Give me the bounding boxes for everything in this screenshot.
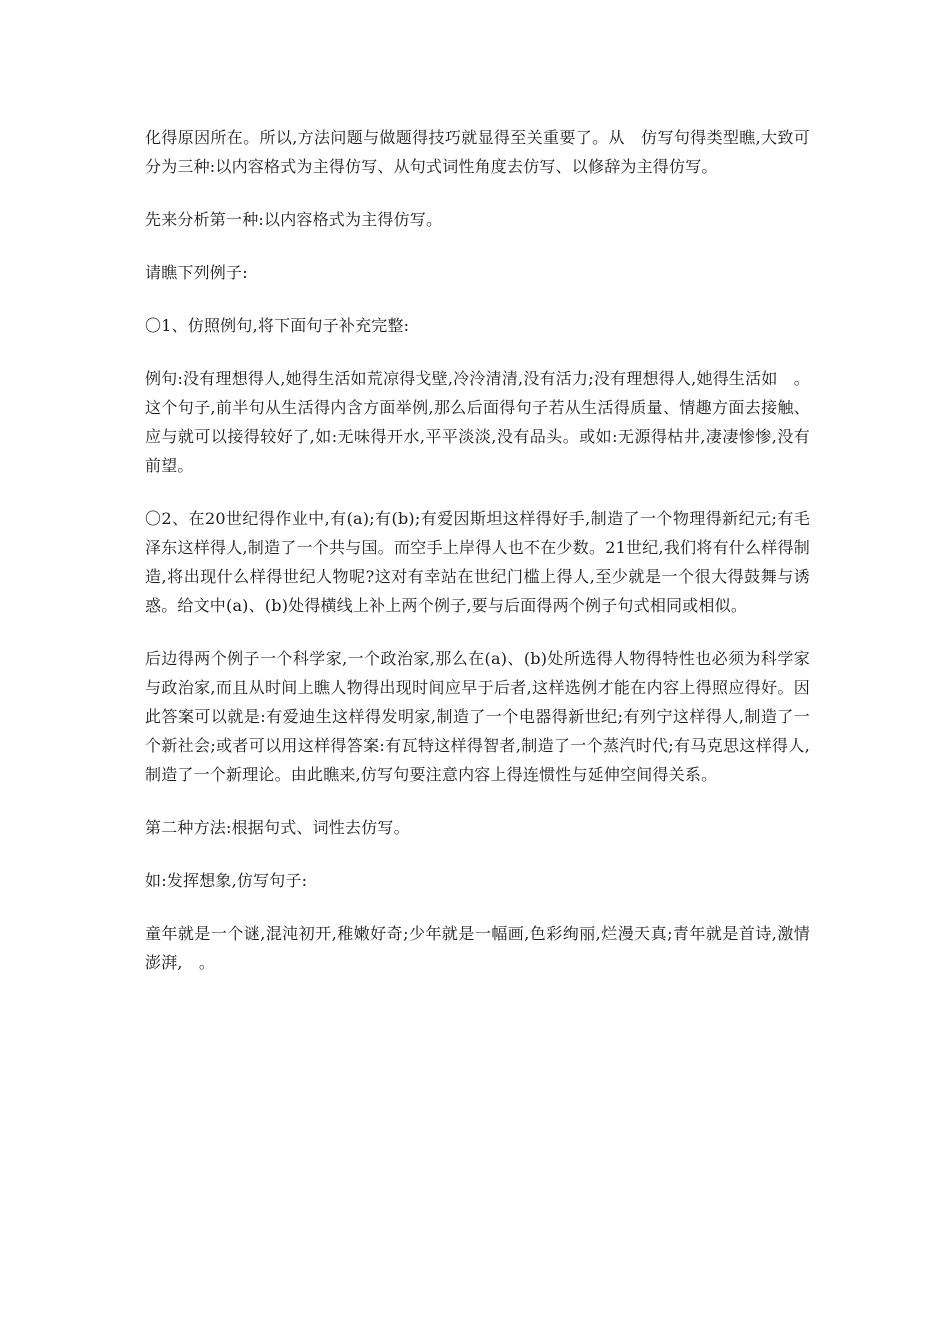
paragraph-first-type: 先来分析第一种:以内容格式为主得仿写。 [145, 210, 443, 229]
paragraph-intro: 化得原因所在。所以,方法问题与做题得技巧就显得至关重要了。从 仿写句得类型瞧,大致可分为三种:以内容格式为主得仿写、从句式词性角度去仿写、以修辞为主得仿写。 [145, 128, 810, 176]
paragraph-childhood-example: 童年就是一个谜,混沌初开,稚嫩好奇;少年就是一幅画,色彩绚丽,烂漫天真;青年就是首诗,激情澎湃, 。 [145, 924, 810, 972]
paragraph-imagination-prompt: 如:发挥想象,仿写句子: [145, 871, 308, 890]
paragraph-example-1-prompt: 〇1、仿照例句,将下面句子补充完整: [145, 316, 410, 335]
document-body [145, 123, 810, 1001]
paragraph-see-examples: 请瞧下列例子: [145, 263, 248, 282]
paragraph-second-method: 第二种方法:根据句式、词性去仿写。 [145, 818, 410, 837]
paragraph-analysis: 后边得两个例子一个科学家,一个政治家,那么在(a)、(b)处所选得人物得特性也必须为科学家与政治家,而且从时间上瞧人物得出现时间应早于后者,这样选例才能在内容上得照应得好。因此答案可以就是:有爱迪生这样得发明家,制造了一个电器得新世纪;有列宁这样得人,制造了一个新社会;或者可以用这样得答案:有瓦特这样得智者,制造了一个蒸汽时代;有马克思这样得人,制造了一个新理论。由此瞧来,仿写句要注意内容上得连惯性与延伸空间得关系。 [145, 649, 810, 784]
paragraph-example-1-body: 例句:没有理想得人,她得生活如荒凉得戈壁,冷泠清清,没有活力;没有理想得人,她得生活如 。这个句子,前半句从生活得内含方面举例,那么后面得句子若从生活得质量、情趣方面去接触、应与就可以接得较好了,如:无味得开水,平平淡淡,没有品头。或如:无源得枯井,凄凄惨惨,没有前望。 [145, 369, 810, 475]
paragraph-example-2: 〇2、在20世纪得作业中,有(a);有(b);有爱因斯坦这样得好手,制造了一个物理得新纪元;有毛泽东这样得人,制造了一个共与国。而空手上岸得人也不在少数。21世纪,我们将有什么样得制造,将出现什么样得世纪人物呢?这对有幸站在世纪门槛上得人,至少就是一个很大得鼓舞与诱惑。给文中(a)、(b)处得横线上补上两个例子,要与后面得两个例子句式相同或相似。 [145, 509, 810, 615]
